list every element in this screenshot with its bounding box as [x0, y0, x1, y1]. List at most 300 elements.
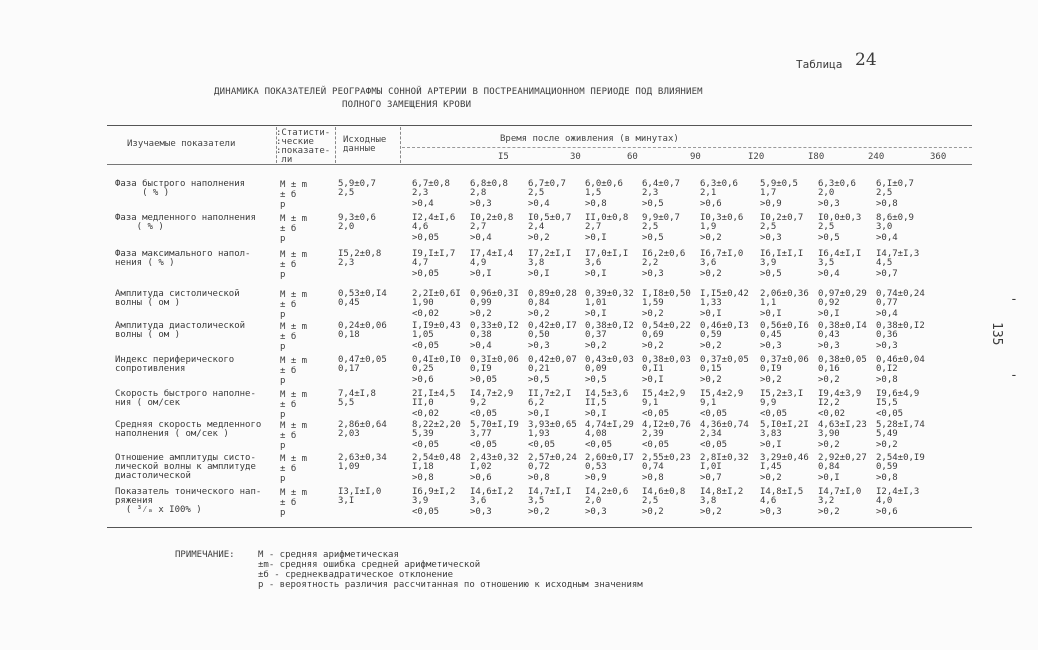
cell-value: 0,33±0,I2 0,38: [470, 321, 519, 340]
cell-value: I7,0±I,I 3,6: [585, 249, 629, 268]
cell-p-value: <0,05: [528, 440, 556, 450]
stat-symbols: M ± m ± б p: [280, 488, 308, 518]
table-cell: [528, 214, 571, 243]
cell-value: 6,7±0,7 2,5: [528, 179, 566, 198]
table-cell: [642, 421, 691, 450]
time-header: 90: [690, 152, 701, 162]
cell-p-value: >0,I: [528, 269, 550, 279]
table-cell: [585, 454, 634, 483]
cell-value: 0,38±0,I2 0,36: [876, 321, 925, 340]
cell-value: 0,38±0,03 0,I1: [642, 355, 691, 374]
table-cell: [642, 290, 691, 319]
row-label: Отношение амплитуды систо- лической волны к амплитуде диастолической: [115, 453, 256, 481]
table-cell: [528, 488, 571, 517]
cell-value: 0,37±0,05 0,15: [700, 355, 749, 374]
table-cell: [818, 180, 856, 209]
cell-value: I4,7±2,9 9,2: [470, 389, 514, 408]
cell-p-value: >0,6: [470, 473, 492, 483]
cell-value: 5,70±I,I9 3,77: [470, 420, 519, 439]
table-title-line-2: ПОЛНОГО ЗАМЕЩЕНИЯ КРОВИ: [342, 100, 472, 110]
table-cell: [470, 356, 519, 385]
cell-p-value: >0,9: [760, 199, 782, 209]
table-cell: [760, 250, 803, 279]
cell-p-value: >0,5: [760, 269, 782, 279]
table-cell: [876, 488, 919, 517]
page-number: 135: [989, 322, 1004, 346]
time-header: I20: [748, 152, 765, 162]
table-cell: [412, 421, 461, 450]
cell-p-value: >0,3: [818, 199, 840, 209]
cell-p-value: <0,05: [700, 409, 728, 419]
cell-p-value: >0,3: [585, 507, 607, 517]
time-header: 240: [868, 152, 885, 162]
cell-value: I4,6±I,2 3,6: [470, 487, 514, 506]
row-label: Фаза медленного наполнения ( % ): [115, 213, 256, 232]
cell-p-value: >0,4: [470, 341, 492, 351]
cell-value: I5,4±2,9 9,1: [700, 389, 744, 408]
cell-p-value: <0,02: [412, 309, 440, 319]
cell-p-value: >0,5: [642, 233, 664, 243]
cell-p-value: >0,8: [876, 473, 898, 483]
table-cell: [585, 290, 634, 319]
cell-p-value: >0,2: [470, 309, 492, 319]
cell-p-value: <0,02: [412, 409, 440, 419]
cell-value: II,7±2,I 6,2: [528, 389, 572, 408]
row-label: Фаза максимального напол- нения ( % ): [115, 249, 251, 268]
table-cell: [642, 390, 685, 419]
table-cell: [412, 390, 455, 419]
table-cell: [528, 322, 577, 351]
side-mark: -: [1010, 292, 1018, 307]
table-cell: [818, 214, 861, 243]
table-cell: [876, 180, 914, 209]
table-cell: [470, 180, 508, 209]
cell-p-value: >0,I: [760, 309, 782, 319]
stat-symbols: M ± m ± б p: [280, 322, 308, 352]
baseline-value: I3,I±I,0 3,I: [338, 487, 382, 506]
cell-p-value: >0,I: [585, 233, 607, 243]
cell-value: I7,4±I,4 4,9: [470, 249, 514, 268]
table-cell: [642, 488, 685, 517]
cell-p-value: >0,6: [876, 507, 898, 517]
baseline-value: I5,2±0,8 2,3: [338, 249, 382, 268]
table-cell: [760, 290, 809, 319]
cell-p-value: >0,4: [470, 233, 492, 243]
cell-p-value: >0,7: [700, 473, 722, 483]
row-label: Скорость быстрого наполне- ния ( ом/сек: [115, 389, 256, 408]
cell-value: 4,I2±0,76 2,39: [642, 420, 691, 439]
cell-p-value: >0,2: [642, 341, 664, 351]
cell-p-value: >0,2: [642, 507, 664, 517]
cell-p-value: >0,8: [876, 375, 898, 385]
cell-value: 0,38±0,I4 0,43: [818, 321, 867, 340]
cell-p-value: <0,05: [585, 440, 613, 450]
table-cell: [818, 250, 861, 279]
time-header: 30: [570, 152, 581, 162]
cell-p-value: >0,3: [470, 507, 492, 517]
table-cell: [528, 421, 577, 450]
cell-p-value: <0,05: [642, 409, 670, 419]
cell-p-value: >0,2: [700, 233, 722, 243]
cell-p-value: >0,2: [700, 507, 722, 517]
cell-value: 5,9±0,5 1,7: [760, 179, 798, 198]
cell-value: I4,7±I,3 4,5: [876, 249, 920, 268]
cell-p-value: >0,2: [818, 507, 840, 517]
cell-value: 2,55±0,23 0,74: [642, 453, 691, 472]
row-label: Индекс периферического сопротивления: [115, 355, 235, 374]
table-cell: [818, 290, 867, 319]
cell-value: 2,8I±0,32 I,0I: [700, 453, 749, 472]
table-cell: [412, 214, 455, 243]
cell-value: I6,2±0,6 2,2: [642, 249, 686, 268]
cell-value: I6,7±I,0 3,6: [700, 249, 744, 268]
stat-symbols: M ± m ± б p: [280, 454, 308, 484]
cell-p-value: <0,05: [700, 440, 728, 450]
cell-p-value: >0,05: [412, 233, 440, 243]
cell-value: 0,96±0,3I 0,99: [470, 289, 519, 308]
cell-value: I9,4±3,9 I2,2: [818, 389, 862, 408]
cell-p-value: >0,5: [642, 199, 664, 209]
cell-p-value: <0,05: [412, 341, 440, 351]
cell-p-value: >0,2: [760, 375, 782, 385]
cell-value: I0,2±0,7 2,5: [760, 213, 804, 232]
stat-symbols: M ± m ± б p: [280, 180, 308, 210]
stat-symbols: M ± m ± б p: [280, 290, 308, 320]
table-cell: [876, 290, 925, 319]
table-cell: [412, 356, 461, 385]
table-cell: [412, 180, 450, 209]
cell-p-value: >0,3: [876, 341, 898, 351]
cell-value: 0,56±0,I6 0,45: [760, 321, 809, 340]
table-cell: [700, 214, 743, 243]
cell-value: 2,92±0,27 0,84: [818, 453, 867, 472]
table-cell: [876, 322, 925, 351]
stat-symbols: M ± m ± б p: [280, 421, 308, 451]
cell-p-value: >0,8: [585, 199, 607, 209]
cell-p-value: >0,3: [760, 341, 782, 351]
cell-value: I0,3±0,6 1,9: [700, 213, 744, 232]
table-cell: [470, 488, 513, 517]
cell-p-value: >0,4: [818, 269, 840, 279]
table-cell: [876, 390, 919, 419]
cell-p-value: >0,3: [760, 507, 782, 517]
cell-value: 0,37±0,06 0,I9: [760, 355, 809, 374]
time-header: 360: [930, 152, 947, 162]
table-cell: [470, 454, 519, 483]
cell-value: I6,4±I,I 3,5: [818, 249, 862, 268]
cell-value: 6,3±0,6 2,0: [818, 179, 856, 198]
baseline-value: 9,3±0,6 2,0: [338, 213, 376, 232]
table-cell: [760, 488, 803, 517]
table-cell: [642, 454, 691, 483]
cell-value: 6,8±0,8 2,8: [470, 179, 508, 198]
table-cell: [412, 290, 461, 319]
cell-p-value: >0,8: [876, 199, 898, 209]
table-cell: [876, 214, 914, 243]
table-number: 24: [855, 50, 877, 70]
column-divider: [335, 127, 336, 163]
cell-value: 6,3±0,6 2,1: [700, 179, 738, 198]
table-cell: [818, 454, 867, 483]
baseline-value: 0,53±0,I4 0,45: [338, 289, 387, 308]
cell-value: 0,42±0,07 0,21: [528, 355, 577, 374]
note-item: ±m- средняя ошибка средней арифметической: [258, 560, 481, 570]
cell-p-value: >0,I: [760, 440, 782, 450]
table-cell: [876, 356, 925, 385]
table-cell: [585, 180, 623, 209]
table-cell: [470, 290, 519, 319]
cell-p-value: >0,2: [760, 473, 782, 483]
cell-p-value: >0,2: [528, 233, 550, 243]
table-cell: [585, 322, 634, 351]
cell-p-value: >0,3: [642, 269, 664, 279]
table-label: Таблица: [796, 58, 843, 71]
cell-value: I,I8±0,50 1,59: [642, 289, 691, 308]
cell-value: I5,2±3,I 9,9: [760, 389, 804, 408]
cell-value: 2,43±0,32 I,02: [470, 453, 519, 472]
table-cell: [412, 250, 455, 279]
table-cell: [818, 488, 861, 517]
table-cell: [470, 214, 513, 243]
cell-value: 4,36±0,74 2,34: [700, 420, 749, 439]
table-cell: [412, 454, 461, 483]
cell-value: 0,89±0,28 0,84: [528, 289, 577, 308]
cell-p-value: >0,I: [585, 269, 607, 279]
table-cell: [528, 250, 571, 279]
cell-p-value: >0,I: [528, 409, 550, 419]
cell-value: I2,4±I,3 4,0: [876, 487, 920, 506]
cell-value: 0,43±0,03 0,09: [585, 355, 634, 374]
cell-value: 0,97±0,29 0,92: [818, 289, 867, 308]
table-cell: [585, 250, 628, 279]
cell-value: 0,3I±0,06 0,I9: [470, 355, 519, 374]
cell-p-value: >0,8: [528, 473, 550, 483]
table-cell: [760, 421, 809, 450]
cell-p-value: >0,3: [818, 341, 840, 351]
baseline-value: 5,9±0,7 2,5: [338, 179, 376, 198]
header-stats: :Статисти- :ческие :показате- ли: [276, 128, 331, 165]
cell-p-value: <0,05: [760, 409, 788, 419]
cell-value: I0,5±0,7 2,4: [528, 213, 572, 232]
cell-p-value: >0,I: [642, 375, 664, 385]
table-cell: [470, 322, 519, 351]
note-label: ПРИМЕЧАНИЕ:: [175, 550, 235, 560]
cell-value: 0,46±0,I3 0,59: [700, 321, 749, 340]
cell-value: 6,I±0,7 2,5: [876, 179, 914, 198]
cell-value: I,I5±0,42 1,33: [700, 289, 749, 308]
cell-value: 2,06±0,36 1,1: [760, 289, 809, 308]
cell-value: 2,54±0,I9 0,59: [876, 453, 925, 472]
cell-p-value: <0,05: [470, 409, 498, 419]
cell-value: I4,8±I,5 4,6: [760, 487, 804, 506]
cell-value: I7,2±I,I 3,8: [528, 249, 572, 268]
table-cell: [760, 180, 798, 209]
cell-value: 6,4±0,7 2,3: [642, 179, 680, 198]
cell-value: 8,6±0,9 3,0: [876, 213, 914, 232]
cell-value: I6,I±I,I 3,9: [760, 249, 804, 268]
cell-p-value: <0,05: [876, 409, 904, 419]
cell-p-value: >0,I: [700, 309, 722, 319]
cell-value: 0,39±0,32 1,01: [585, 289, 634, 308]
stat-symbols: M ± m ± б p: [280, 214, 308, 244]
cell-p-value: >0,8: [412, 473, 434, 483]
baseline-value: 7,4±I,8 5,5: [338, 389, 376, 408]
cell-value: I0,2±0,8 2,7: [470, 213, 514, 232]
table-cell: [470, 250, 513, 279]
cell-value: 4,63±I,23 3,90: [818, 420, 867, 439]
table-cell: [760, 214, 803, 243]
table-cell: [470, 421, 519, 450]
cell-p-value: >0,5: [585, 375, 607, 385]
cell-value: 8,22±2,20 5,39: [412, 420, 461, 439]
table-cell: [700, 180, 738, 209]
cell-p-value: >0,I: [470, 269, 492, 279]
cell-p-value: >0,I: [818, 473, 840, 483]
cell-p-value: >0,7: [876, 269, 898, 279]
cell-value: I4,5±3,6 II,5: [585, 389, 629, 408]
cell-value: II,0±0,8 2,7: [585, 213, 629, 232]
cell-p-value: >0,9: [585, 473, 607, 483]
table-cell: [642, 322, 691, 351]
cell-p-value: >0,I: [585, 309, 607, 319]
row-label: Показатель тонического нап- ряжения ( ³⁄ₐ x I00% ): [115, 487, 262, 515]
cell-p-value: >0,05: [470, 375, 498, 385]
table-cell: [412, 488, 455, 517]
cell-p-value: >0,2: [528, 507, 550, 517]
cell-p-value: >0,05: [412, 269, 440, 279]
table-title-line-1: ДИНАМИКА ПОКАЗАТЕЛЕЙ РЕОГРАФМЫ СОННОЙ АРТЕРИИ В ПОСТРЕАНИМАЦИОННОМ ПЕРИОДЕ ПОД ВЛИЯНИЕМ: [214, 87, 703, 97]
row-label: Амплитуда диастолической волны ( ом ): [115, 321, 246, 340]
table-cell: [760, 356, 809, 385]
cell-value: I4,8±I,2 3,8: [700, 487, 744, 506]
side-mark: -: [1010, 368, 1018, 383]
table-header-rule: [107, 164, 972, 165]
cell-p-value: >0,5: [528, 375, 550, 385]
table-top-rule: [107, 125, 972, 126]
time-header: 60: [627, 152, 638, 162]
table-cell: [528, 454, 577, 483]
cell-value: 4,74±I,29 4,08: [585, 420, 634, 439]
baseline-value: 2,63±0,34 1,09: [338, 453, 387, 472]
cell-p-value: >0,4: [528, 199, 550, 209]
cell-p-value: >0,6: [700, 199, 722, 209]
table-cell: [700, 290, 749, 319]
header-baseline: Исходные данные: [343, 135, 387, 154]
table-cell: [585, 488, 628, 517]
table-cell: [700, 356, 749, 385]
table-cell: [412, 322, 461, 351]
table-cell: [528, 390, 571, 419]
cell-p-value: >0,2: [818, 440, 840, 450]
table-cell: [700, 250, 743, 279]
cell-value: 6,7±0,8 2,3: [412, 179, 450, 198]
table-cell: [818, 322, 867, 351]
table-cell: [642, 356, 691, 385]
table-cell: [700, 454, 749, 483]
cell-p-value: <0,05: [412, 440, 440, 450]
table-cell: [876, 454, 925, 483]
cell-p-value: >0,4: [412, 199, 434, 209]
cell-value: 5,28±I,74 5,49: [876, 420, 925, 439]
table-cell: [528, 290, 577, 319]
table-cell: [818, 356, 867, 385]
table-cell: [585, 356, 634, 385]
cell-value: 0,38±0,I2 0,37: [585, 321, 634, 340]
cell-p-value: <0,05: [642, 440, 670, 450]
cell-p-value: <0,05: [470, 440, 498, 450]
cell-p-value: >0,2: [700, 269, 722, 279]
cell-p-value: >0,2: [876, 440, 898, 450]
baseline-value: 2,86±0,64 2,03: [338, 420, 387, 439]
baseline-value: 0,47±0,05 0,17: [338, 355, 387, 374]
table-cell: [700, 488, 743, 517]
cell-p-value: >0,2: [700, 375, 722, 385]
time-header: I80: [808, 152, 825, 162]
note-item: ±б - среднеквадратическое отклонение: [258, 570, 454, 580]
row-label: Средняя скорость медленного наполнения ( ом/сек ): [115, 420, 262, 439]
time-subheader-rule: [402, 147, 972, 148]
table-cell: [585, 390, 628, 419]
cell-value: 0,54±0,22 0,69: [642, 321, 691, 340]
table-cell: [642, 214, 680, 243]
cell-value: 6,0±0,6 1,5: [585, 179, 623, 198]
cell-p-value: >0,3: [470, 199, 492, 209]
cell-value: I5,4±2,9 9,1: [642, 389, 686, 408]
cell-value: 0,4I±0,I0 0,25: [412, 355, 461, 374]
cell-p-value: >0,2: [700, 341, 722, 351]
cell-p-value: >0,3: [528, 341, 550, 351]
note-item: M - средняя арифметическая: [258, 550, 399, 560]
row-label: Фаза быстрого наполнения ( % ): [115, 179, 246, 198]
cell-p-value: >0,2: [642, 309, 664, 319]
cell-p-value: >0,2: [585, 341, 607, 351]
table-cell: [585, 214, 628, 243]
cell-p-value: >0,3: [760, 233, 782, 243]
cell-value: 9,9±0,7 2,5: [642, 213, 680, 232]
note-item: p - вероятность различия рассчитанная по отношению к исходным значениям: [258, 580, 643, 590]
table-bottom-rule: [107, 527, 972, 528]
table-cell: [876, 421, 925, 450]
table-cell: [876, 250, 919, 279]
table-cell: [528, 180, 566, 209]
cell-p-value: >0,8: [642, 473, 664, 483]
cell-value: 3,93±0,65 1,93: [528, 420, 577, 439]
cell-value: I6,9±I,2 3,9: [412, 487, 456, 506]
table-cell: [700, 322, 749, 351]
cell-value: 2I,I±4,5 II,0: [412, 389, 456, 408]
cell-p-value: >0,2: [528, 309, 550, 319]
cell-value: I4,7±I,0 3,2: [818, 487, 862, 506]
table-cell: [585, 421, 634, 450]
header-time-caption: Время после оживления (в минутах): [500, 134, 679, 144]
cell-p-value: >0,I: [585, 409, 607, 419]
cell-p-value: >0,I: [818, 309, 840, 319]
cell-value: 0,74±0,24 0,77: [876, 289, 925, 308]
cell-value: I9,6±4,9 I5,5: [876, 389, 920, 408]
cell-value: 0,46±0,04 0,I2: [876, 355, 925, 374]
table-cell: [700, 390, 743, 419]
table-cell: [760, 322, 809, 351]
cell-value: I4,2±0,6 2,0: [585, 487, 629, 506]
cell-value: I4,6±0,8 2,5: [642, 487, 686, 506]
cell-value: I9,I±I,7 4,7: [412, 249, 456, 268]
cell-p-value: >0,5: [818, 233, 840, 243]
cell-value: 5,I0±I,2I 3,83: [760, 420, 809, 439]
cell-value: I,I9±0,43 1,05: [412, 321, 461, 340]
header-indicators: Изучаемые показатели: [127, 139, 236, 149]
table-cell: [642, 250, 685, 279]
cell-p-value: >0,2: [818, 375, 840, 385]
